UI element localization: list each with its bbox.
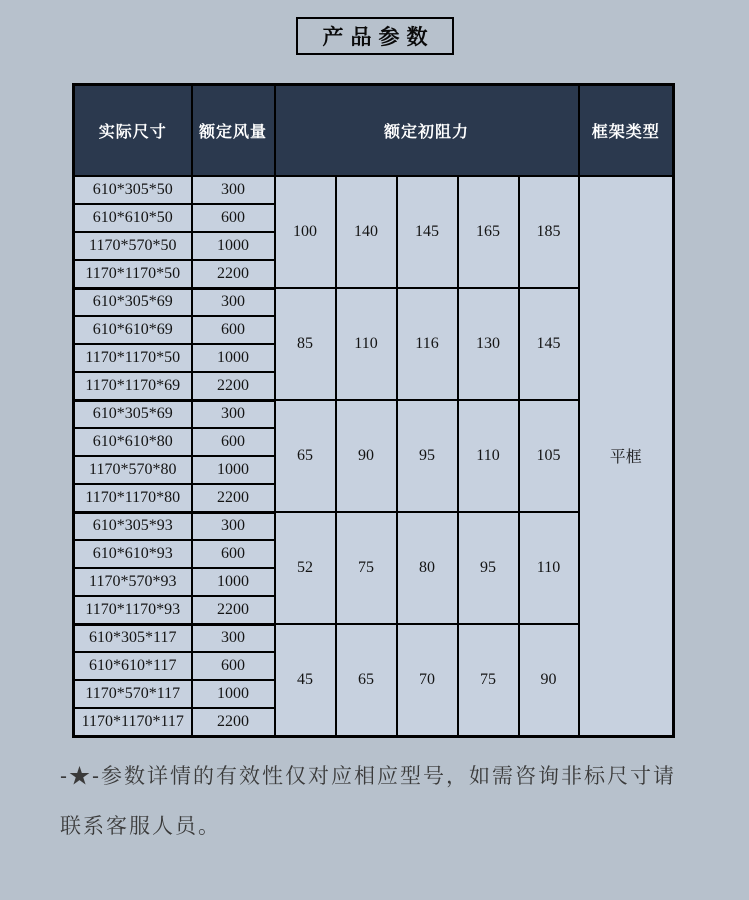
resistance-cell: 110 — [519, 512, 579, 624]
airflow-cell: 600 — [192, 428, 275, 456]
parameters-table — [72, 83, 675, 738]
size-cell: 610*610*50 — [74, 204, 192, 232]
resistance-cell: 110 — [458, 400, 519, 512]
resistance-cell: 185 — [519, 176, 579, 288]
resistance-cell: 75 — [458, 624, 519, 736]
airflow-cell: 600 — [192, 316, 275, 344]
size-cell: 1170*570*93 — [74, 568, 192, 596]
airflow-cell: 1000 — [192, 232, 275, 260]
size-cell: 1170*1170*50 — [74, 260, 192, 288]
header-row — [74, 85, 674, 177]
resistance-cell: 140 — [336, 176, 397, 288]
header-frame: 框架类型 — [579, 85, 674, 177]
size-cell: 610*305*50 — [74, 176, 192, 204]
size-cell: 1170*570*117 — [74, 680, 192, 708]
airflow-cell: 2200 — [192, 260, 275, 288]
airflow-cell: 600 — [192, 204, 275, 232]
airflow-cell: 600 — [192, 540, 275, 568]
resistance-cell: 100 — [275, 176, 336, 288]
resistance-cell: 75 — [336, 512, 397, 624]
resistance-cell: 130 — [458, 288, 519, 400]
resistance-cell: 145 — [519, 288, 579, 400]
size-cell: 1170*1170*69 — [74, 372, 192, 400]
airflow-cell: 2200 — [192, 708, 275, 736]
airflow-cell: 300 — [192, 176, 275, 204]
page-title-box — [296, 17, 454, 55]
size-cell: 1170*1170*93 — [74, 596, 192, 624]
size-cell: 1170*570*50 — [74, 232, 192, 260]
table-body — [74, 176, 674, 736]
size-cell: 610*305*69 — [74, 288, 192, 316]
resistance-cell: 70 — [397, 624, 458, 736]
size-cell: 610*610*93 — [74, 540, 192, 568]
resistance-cell: 90 — [336, 400, 397, 512]
footnote: -★-参数详情的有效性仅对应相应型号，如需咨询非标尺寸请联系客服人员。 — [60, 765, 676, 838]
airflow-cell: 300 — [192, 400, 275, 428]
resistance-cell: 52 — [275, 512, 336, 624]
resistance-cell: 90 — [519, 624, 579, 736]
resistance-cell: 116 — [397, 288, 458, 400]
airflow-cell: 600 — [192, 652, 275, 680]
page-title: 产品参数 — [322, 26, 435, 49]
size-cell: 610*305*93 — [74, 512, 192, 540]
airflow-cell: 2200 — [192, 596, 275, 624]
airflow-cell: 2200 — [192, 372, 275, 400]
size-cell: 610*610*69 — [74, 316, 192, 344]
airflow-cell: 1000 — [192, 344, 275, 372]
size-cell: 610*305*117 — [74, 624, 192, 652]
resistance-cell: 110 — [336, 288, 397, 400]
resistance-cell: 165 — [458, 176, 519, 288]
airflow-cell: 300 — [192, 288, 275, 316]
frame-type-cell: 平框 — [579, 176, 674, 736]
resistance-cell: 95 — [397, 400, 458, 512]
airflow-cell: 1000 — [192, 568, 275, 596]
header-resistance: 额定初阻力 — [275, 85, 579, 177]
resistance-cell: 105 — [519, 400, 579, 512]
resistance-cell: 145 — [397, 176, 458, 288]
resistance-cell: 65 — [275, 400, 336, 512]
table-header — [74, 85, 674, 177]
header-airflow: 额定风量 — [192, 85, 275, 177]
airflow-cell: 2200 — [192, 484, 275, 512]
size-cell: 1170*1170*80 — [74, 484, 192, 512]
airflow-cell: 1000 — [192, 680, 275, 708]
resistance-cell: 85 — [275, 288, 336, 400]
table-row — [74, 176, 674, 204]
resistance-cell: 95 — [458, 512, 519, 624]
resistance-cell: 80 — [397, 512, 458, 624]
header-size: 实际尺寸 — [74, 85, 192, 177]
size-cell: 610*610*80 — [74, 428, 192, 456]
airflow-cell: 300 — [192, 624, 275, 652]
size-cell: 610*610*117 — [74, 652, 192, 680]
resistance-cell: 45 — [275, 624, 336, 736]
size-cell: 1170*1170*117 — [74, 708, 192, 736]
airflow-cell: 1000 — [192, 456, 275, 484]
size-cell: 1170*1170*50 — [74, 344, 192, 372]
size-cell: 1170*570*80 — [74, 456, 192, 484]
airflow-cell: 300 — [192, 512, 275, 540]
size-cell: 610*305*69 — [74, 400, 192, 428]
resistance-cell: 65 — [336, 624, 397, 736]
